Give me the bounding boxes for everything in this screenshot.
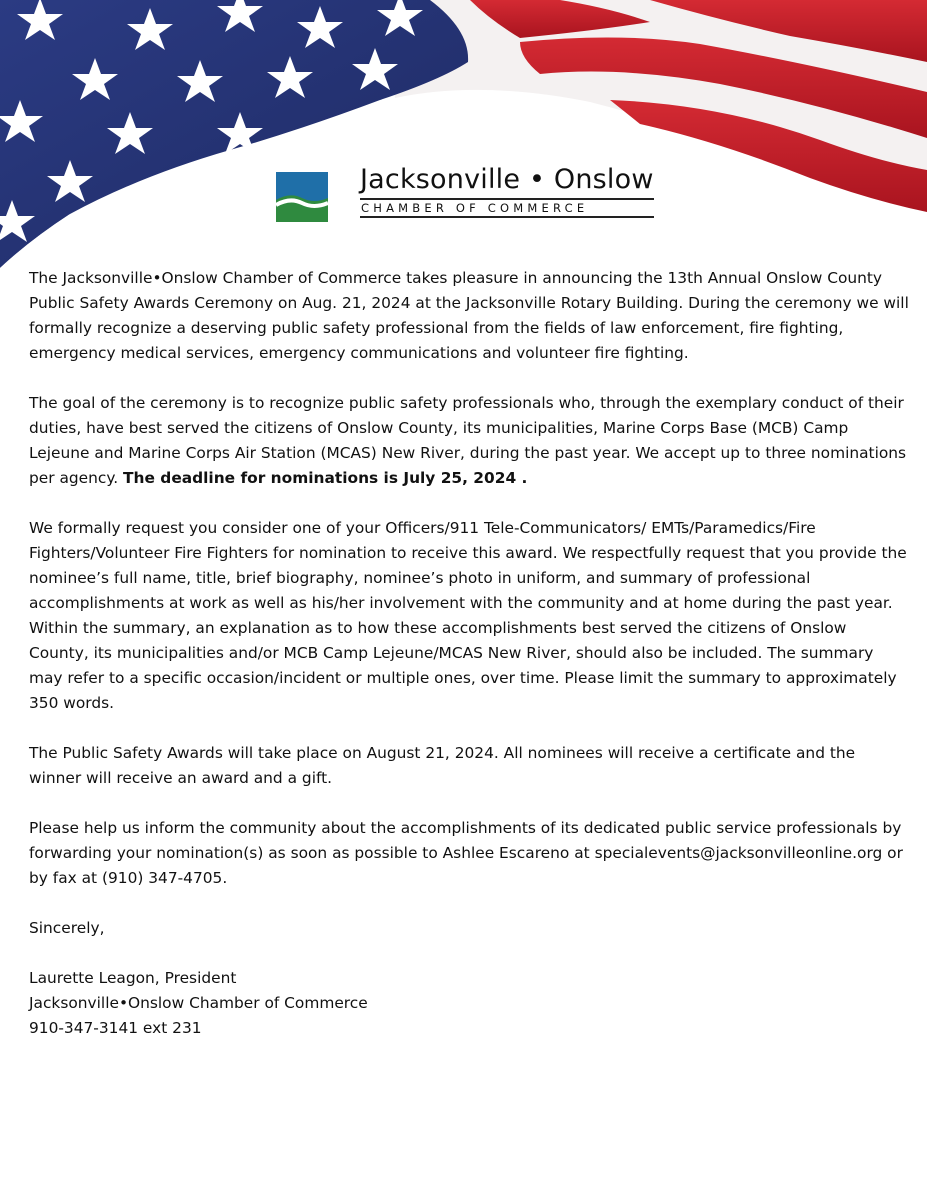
letter-body [29, 266, 909, 1041]
logo-title: Jacksonville • Onslow [360, 164, 654, 195]
signature-name: Laurette Leagon, President [29, 969, 237, 987]
paragraph-goal-text: The goal of the ceremony is to recognize public safety professionals who, through the exemplary conduct of their duties, have best served the citizens of Onslow County, its municipalities, Marine Corps Base (MCB) Camp Lejeune and Marine Corps Air Station (MCAS) New River, during the past year. We accept up to three nominations per agency. [29, 394, 907, 487]
logo-divider-bottom [360, 216, 654, 218]
logo-subtitle: CHAMBER OF COMMERCE [361, 201, 589, 215]
paragraph-request: We formally request you consider one of your Officers/911 Tele-Communicators/ EMTs/Paramedics/Fire Fighters/Volunteer Fire Fighters for nomination to receive this award. We respectfully request that you provide the nominee’s full name, title, brief biography, nominee’s photo in uniform, and summary of professional accomplishments at work as well as his/her involvement with the community and at home during the past year. Within the summary, an explanation as to how these accomplishments best served the citizens of Onslow County, its municipalities and/or MCB Camp Lejeune/MCAS New River, should also be included. The summary may refer to a specific occasion/incident or multiple ones, over time. Please limit the summary to approximately 350 words. [29, 519, 907, 712]
american-flag-banner [0, 0, 927, 290]
paragraph-contact: Please help us inform the community about the accomplishments of its dedicated public service professionals by forwarding your nomination(s) as soon as possible to Ashlee Escareno at specialevents@jacksonvilleonline.org or by fax at (910) 347-4705. [29, 819, 903, 887]
deadline-text: The deadline for nominations is July 25, 2024 . [123, 469, 528, 487]
paragraph-event: The Public Safety Awards will take place on August 21, 2024. All nominees will receive a certificate and the winner will receive an award and a gift. [29, 744, 856, 787]
chamber-river-logo-icon [276, 172, 328, 222]
logo-wordmark [360, 164, 654, 218]
signature-org: Jacksonville•Onslow Chamber of Commerce [29, 994, 368, 1012]
chamber-logo [276, 164, 654, 222]
signature-phone: 910-347-3141 ext 231 [29, 1019, 202, 1037]
paragraph-announcement: The Jacksonville•Onslow Chamber of Commerce takes pleasure in announcing the 13th Annual Onslow County Public Safety Awards Ceremony on Aug. 21, 2024 at the Jacksonville Rotary Building. During the ceremony we will formally recognize a deserving public safety professional from the fields of law enforcement, fire fighting, emergency medical services, emergency communications and volunteer fire fighting. [29, 269, 909, 362]
closing: Sincerely, [29, 919, 105, 937]
paragraph-goal [29, 391, 909, 491]
